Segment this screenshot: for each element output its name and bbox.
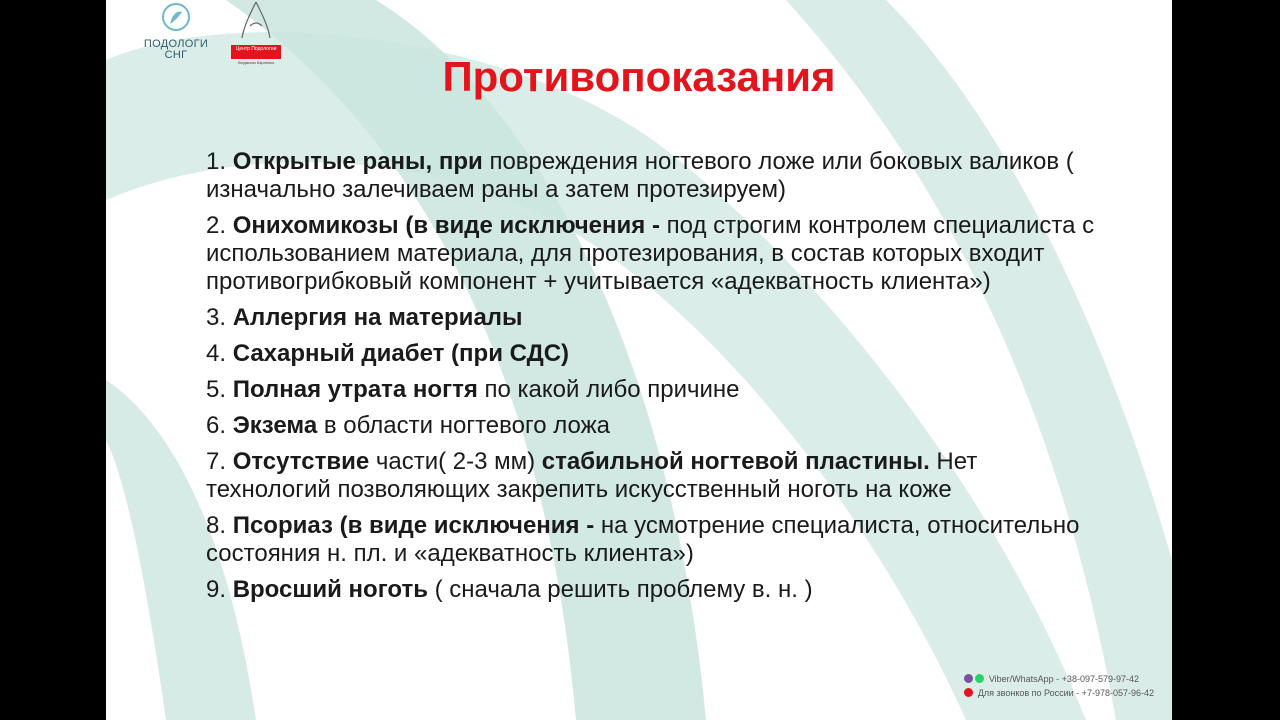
foot-logo-icon: [158, 2, 194, 34]
list-item: [206, 448, 1106, 504]
list-item: [206, 212, 1106, 296]
list-item: [206, 512, 1106, 568]
list-item: [206, 412, 1106, 440]
contact-messengers-text: Viber/WhatsApp - +38-097-579-97-42: [988, 674, 1139, 684]
list-item-text: повреждения ногтевого ложе или боковых валиков ( изначально залечиваем раны а затем протезируем): [206, 148, 1074, 203]
contact-line-messengers: [964, 672, 1154, 686]
list-item-text: ( сначала решить проблему в. н. ): [427, 576, 813, 603]
list-item-bold-text: Экзема: [232, 412, 318, 439]
list-item-text: на усмотрение специалиста, относительно состояния н. пл. и «адекватность клиента»): [206, 512, 1080, 567]
list-item: [206, 376, 1106, 404]
list-item-number: 6.: [206, 412, 227, 439]
logo-text-line2: СНГ: [164, 49, 188, 61]
list-item: [206, 148, 1106, 204]
list-item-number: 5.: [206, 376, 227, 403]
slide-title: Противопоказания: [442, 53, 836, 100]
list-item-bold-text: Открытые раны, при: [232, 148, 483, 175]
contacts-block: [964, 672, 1154, 700]
list-item-text: Нет технологий позволяющих закрепить искусственный ноготь на коже: [206, 448, 978, 503]
list-item-number: 2.: [206, 212, 227, 239]
list-item: [206, 304, 1106, 332]
list-item-bold-text: Полная утрата ногтя: [232, 376, 478, 403]
list-item: [206, 576, 1106, 604]
slide: [106, 0, 1172, 720]
contact-phone-text: Для звонков по России - +7-978-057-96-42: [977, 688, 1154, 698]
center-logo-label: Центр Подологии: [231, 45, 281, 59]
list-item-number: 4.: [206, 340, 227, 367]
list-item-text: под строгим контролем специалиста с использованием материала, для протезирования, в состав которых входит противогрибковый компонент + учитывается «адекватность клиента»): [206, 212, 1095, 295]
whatsapp-icon: [975, 674, 984, 683]
list-item-bold-text: Псориаз (в виде исключения -: [232, 512, 595, 539]
list-item-bold-text: Аллергия на материалы: [232, 304, 523, 331]
center-logo-subtext: Людмилы Карпенко: [237, 60, 275, 65]
list-item-number: 9.: [206, 576, 227, 603]
contraindications-list: [206, 148, 1106, 612]
list-item-bold-text: Онихомикозы (в виде исключения -: [232, 212, 660, 239]
list-item-bold-text: стабильной ногтевой пластины.: [541, 448, 930, 475]
list-item-text: по какой либо причине: [477, 376, 740, 403]
list-item-bold-text: Сахарный диабет (при СДС): [232, 340, 570, 367]
list-item-number: 8.: [206, 512, 227, 539]
list-item-bold-text: Вросший ноготь: [232, 576, 428, 603]
list-item-text: в области ногтевого ложа: [317, 412, 610, 439]
logo-text-line1: ПОДОЛОГИ: [143, 38, 209, 50]
foot-outline-icon: [236, 0, 276, 40]
list-item-number: 3.: [206, 304, 227, 331]
list-item-number: 1.: [206, 148, 227, 175]
viber-icon: [964, 674, 973, 683]
list-item: [206, 340, 1106, 368]
phone-icon: [964, 688, 973, 697]
list-item-text: части( 2-3 мм): [369, 448, 542, 475]
contact-line-phone: [964, 686, 1154, 700]
list-item-bold-text: Отсутствие: [232, 448, 370, 475]
list-item-number: 7.: [206, 448, 227, 475]
